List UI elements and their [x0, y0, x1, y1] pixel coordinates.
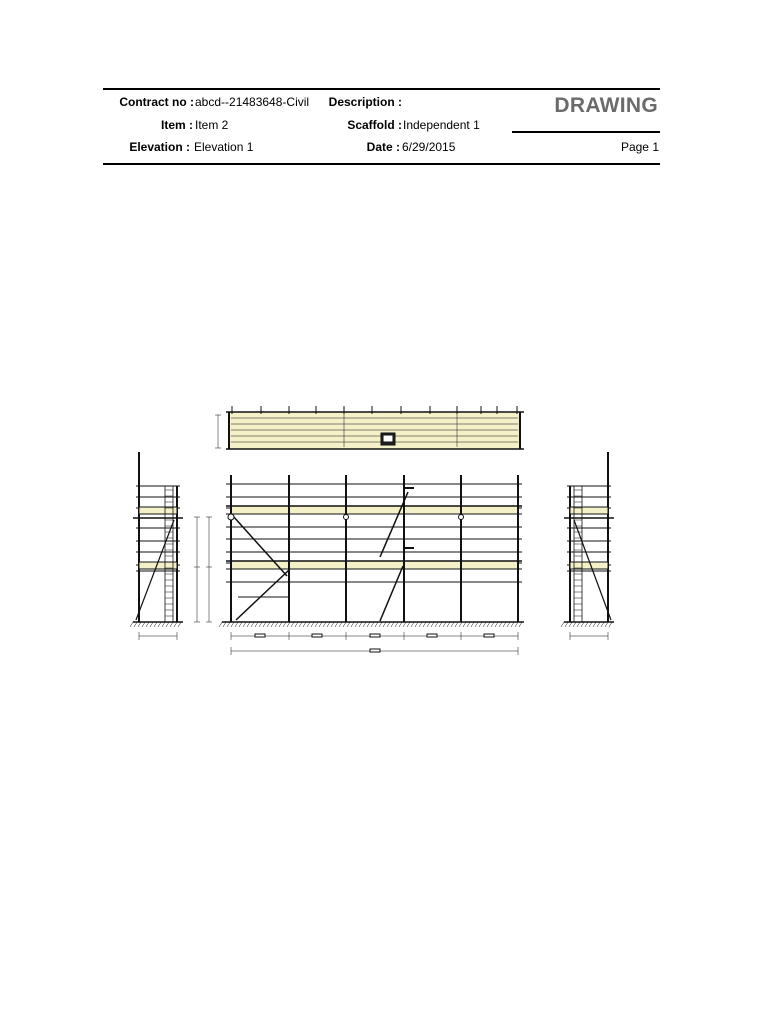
- dim-label-gap: [484, 634, 494, 637]
- left-side-ground-hatch: [130, 622, 133, 627]
- item-label: Item :: [160, 118, 193, 132]
- date-value: 6/29/2015: [402, 140, 456, 154]
- plan-deck: [229, 412, 520, 449]
- page-number: Page 1: [620, 140, 659, 154]
- scaffold-value: Independent 1: [403, 118, 480, 132]
- coupler: [459, 515, 464, 520]
- drawing-title: DRAWING: [554, 94, 658, 117]
- elevation-value: Elevation 1: [194, 140, 254, 154]
- dim-label-gap: [370, 649, 380, 652]
- dim-label-gap: [255, 634, 265, 637]
- right-side-brace: [574, 520, 611, 620]
- dim-label-gap: [427, 634, 437, 637]
- ground-hatch: [219, 622, 222, 627]
- contract-label: Contract no :: [119, 95, 194, 109]
- dim-label-gap: [370, 634, 380, 637]
- item-value: Item 2: [195, 118, 229, 132]
- left-side-brace: [136, 520, 174, 620]
- plan-hatch-inner: [383, 435, 393, 442]
- dim-label-gap: [312, 634, 322, 637]
- brace: [236, 570, 289, 620]
- brace: [380, 566, 403, 621]
- coupler: [344, 515, 349, 520]
- description-label: Description :: [328, 95, 402, 109]
- elevation-label: Elevation :: [129, 140, 190, 154]
- scaffold-label: Scaffold :: [347, 118, 402, 132]
- coupler: [228, 514, 234, 520]
- contract-value: abcd--21483648-Civil: [195, 95, 310, 109]
- deck-level-1: [231, 506, 518, 514]
- right-side-ground-hatch: [561, 622, 564, 627]
- date-label: Date :: [366, 140, 400, 154]
